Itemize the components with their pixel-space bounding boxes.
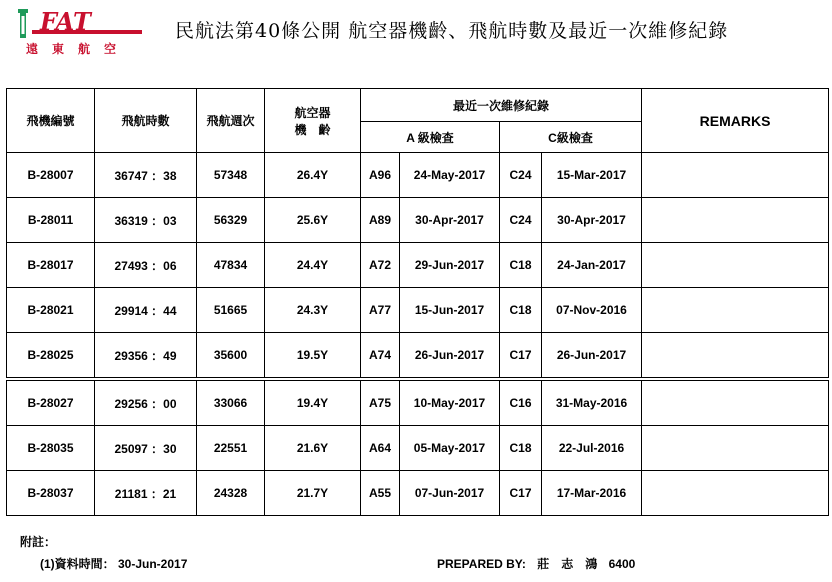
- aircraft-id-cell: B-28027: [7, 379, 95, 426]
- svg-text:FAT: FAT: [40, 8, 91, 36]
- a-check-code-cell: A96: [361, 153, 400, 198]
- table-body: [7, 153, 829, 516]
- c-check-date-cell: 31-May-2016: [542, 379, 642, 426]
- flight-cycles-cell: 57348: [197, 153, 265, 198]
- header-c-check: C級檢查: [500, 122, 642, 153]
- remarks-cell: [642, 198, 829, 243]
- prepared-by-label: PREPARED BY:: [437, 557, 526, 571]
- a-check-code-cell: A74: [361, 333, 400, 380]
- page-title: 民航法第40條公開 航空器機齡、飛航時數及最近一次維修紀錄: [175, 20, 729, 42]
- prepared-by-name: 莊 志 鴻: [537, 557, 598, 571]
- aircraft-age-cell: 24.4Y: [265, 243, 361, 288]
- table-row: [7, 198, 829, 243]
- table-row: [7, 288, 829, 333]
- tower-icon: [18, 9, 28, 38]
- flight-hours-cell: 29256 ：00: [95, 379, 197, 426]
- table-row: [7, 243, 829, 288]
- table-row: [7, 379, 829, 426]
- c-check-date-cell: 26-Jun-2017: [542, 333, 642, 380]
- notes-label: 附註：: [20, 535, 57, 549]
- header-remarks: REMARKS: [642, 89, 829, 153]
- a-check-code-cell: A64: [361, 426, 400, 471]
- c-check-code-cell: C24: [500, 153, 542, 198]
- flight-cycles-cell: 22551: [197, 426, 265, 471]
- aircraft-age-cell: 24.3Y: [265, 288, 361, 333]
- table-row: [7, 471, 829, 516]
- flight-hours-cell: 21181 ：21: [95, 471, 197, 516]
- prepared-by: [437, 555, 643, 572]
- remarks-cell: [642, 471, 829, 516]
- a-check-date-cell: 07-Jun-2017: [400, 471, 500, 516]
- data-time-note: (1)資料時間： 30-Jun-2017: [40, 557, 188, 571]
- c-check-code-cell: C17: [500, 471, 542, 516]
- aircraft-maintenance-table: [6, 88, 829, 516]
- c-check-code-cell: C18: [500, 243, 542, 288]
- aircraft-age-cell: 21.7Y: [265, 471, 361, 516]
- flight-hours-cell: 36747 ：38: [95, 153, 197, 198]
- a-check-code-cell: A77: [361, 288, 400, 333]
- flight-cycles-cell: 24328: [197, 471, 265, 516]
- flight-hours-cell: 25097 ：30: [95, 426, 197, 471]
- fat-wordmark: [32, 8, 142, 36]
- a-check-date-cell: 10-May-2017: [400, 379, 500, 426]
- remarks-cell: [642, 153, 829, 198]
- header: [0, 0, 832, 70]
- table-row: [7, 153, 829, 198]
- flight-cycles-cell: 51665: [197, 288, 265, 333]
- aircraft-age-cell: 26.4Y: [265, 153, 361, 198]
- prepared-by-ext: 6400: [608, 557, 636, 571]
- flight-cycles-cell: 35600: [197, 333, 265, 380]
- aircraft-age-cell: 19.5Y: [265, 333, 361, 380]
- aircraft-id-cell: B-28037: [7, 471, 95, 516]
- remarks-cell: [642, 426, 829, 471]
- c-check-date-cell: 17-Mar-2016: [542, 471, 642, 516]
- a-check-date-cell: 24-May-2017: [400, 153, 500, 198]
- c-check-date-cell: 24-Jan-2017: [542, 243, 642, 288]
- header-age: [265, 89, 361, 153]
- c-check-code-cell: C16: [500, 379, 542, 426]
- aircraft-age-cell: 19.4Y: [265, 379, 361, 426]
- aircraft-id-cell: B-28021: [7, 288, 95, 333]
- remarks-cell: [642, 243, 829, 288]
- remarks-cell: [642, 333, 829, 380]
- a-check-code-cell: A72: [361, 243, 400, 288]
- c-check-date-cell: 15-Mar-2017: [542, 153, 642, 198]
- a-check-date-cell: 05-May-2017: [400, 426, 500, 471]
- header-age-line1: 航空器: [294, 105, 331, 120]
- header-a-check: A 級檢查: [361, 122, 500, 153]
- table-row: [7, 333, 829, 380]
- remarks-cell: [642, 288, 829, 333]
- flight-hours-cell: 29356 ：49: [95, 333, 197, 380]
- aircraft-id-cell: B-28007: [7, 153, 95, 198]
- c-check-code-cell: C24: [500, 198, 542, 243]
- header-hours: 飛航時數: [95, 89, 197, 153]
- remarks-cell: [642, 379, 829, 426]
- a-check-date-cell: 29-Jun-2017: [400, 243, 500, 288]
- flight-hours-cell: 29914 ：44: [95, 288, 197, 333]
- table-row: [7, 426, 829, 471]
- header-cycles: 飛航週次: [197, 89, 265, 153]
- a-check-date-cell: 30-Apr-2017: [400, 198, 500, 243]
- flight-cycles-cell: 33066: [197, 379, 265, 426]
- flight-cycles-cell: 47834: [197, 243, 265, 288]
- aircraft-id-cell: B-28011: [7, 198, 95, 243]
- a-check-code-cell: A55: [361, 471, 400, 516]
- aircraft-age-cell: 21.6Y: [265, 426, 361, 471]
- flight-hours-cell: 36319 ：03: [95, 198, 197, 243]
- c-check-code-cell: C18: [500, 426, 542, 471]
- a-check-code-cell: A89: [361, 198, 400, 243]
- a-check-date-cell: 15-Jun-2017: [400, 288, 500, 333]
- c-check-date-cell: 07-Nov-2016: [542, 288, 642, 333]
- header-maintenance: 最近一次維修紀錄: [361, 89, 642, 122]
- flight-cycles-cell: 56329: [197, 198, 265, 243]
- logo-chinese-name: 遠東航空: [26, 42, 131, 56]
- a-check-code-cell: A75: [361, 379, 400, 426]
- c-check-code-cell: C17: [500, 333, 542, 380]
- header-aircraft: 飛機編號: [7, 89, 95, 153]
- aircraft-id-cell: B-28025: [7, 333, 95, 380]
- aircraft-age-cell: 25.6Y: [265, 198, 361, 243]
- aircraft-id-cell: B-28017: [7, 243, 95, 288]
- c-check-date-cell: 22-Jul-2016: [542, 426, 642, 471]
- flight-hours-cell: 27493 ：06: [95, 243, 197, 288]
- aircraft-id-cell: B-28035: [7, 426, 95, 471]
- a-check-date-cell: 26-Jun-2017: [400, 333, 500, 380]
- c-check-date-cell: 30-Apr-2017: [542, 198, 642, 243]
- c-check-code-cell: C18: [500, 288, 542, 333]
- header-age-line2: 機 齡: [294, 122, 331, 137]
- fat-logo: [18, 8, 148, 58]
